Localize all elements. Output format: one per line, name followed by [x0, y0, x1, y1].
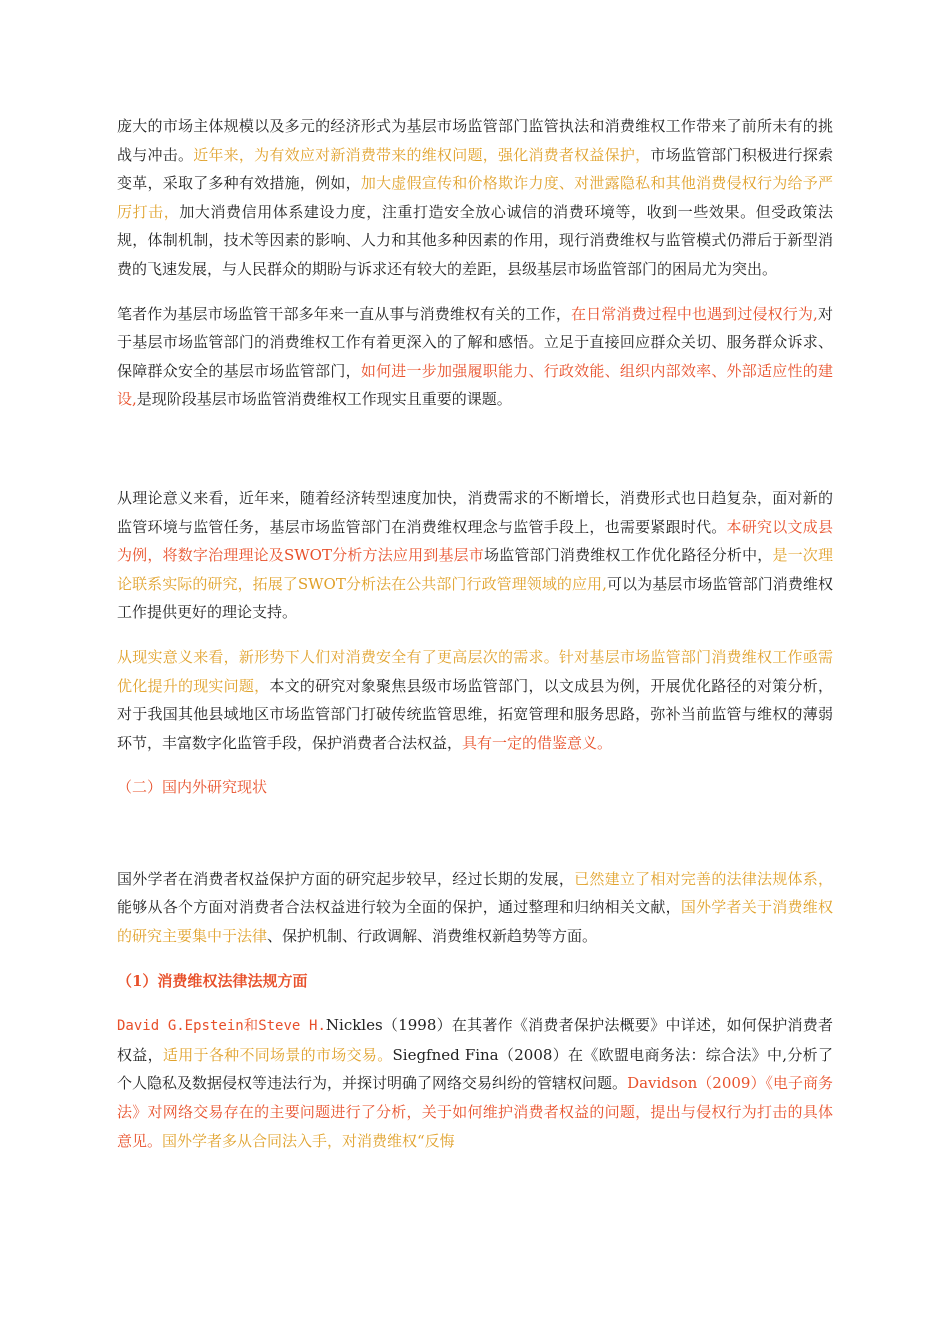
p6-highlight-b: Davidson（2009）《电子商务法》对网络交易存在的主要问题进行了分析，关于如何维护消费者权益的问题，提出与侵权行为打击的具体意见。	[117, 1074, 833, 1150]
p5-highlight-a: 已然建立了相对完善的法律法规体系，	[574, 869, 833, 888]
p6-highlight-c: 国外学者多从合同法入手，对消费维权“反悔	[162, 1131, 455, 1150]
section-heading-3: （1）消费维权法律法规方面	[117, 971, 308, 990]
p5-text-b: 能够从各个方面对消费者合法权益进行较为全面的保护，通过整理和归纳相关文献，	[117, 898, 681, 917]
paragraph-4	[117, 643, 833, 757]
p3-highlight-b: 是一次理论联系实际的研究，拓展了SWOT分析法在公共部门行政管理领域的应用,	[117, 546, 833, 593]
p2-highlight-b: 如何进一步加强履职能力、行政效能、组织内部效率、外部适应性的建设,	[117, 361, 833, 409]
p4-text-a: 本文的研究对象聚焦县级市场监管部门，以文成县为例，开展优化路径的对策分析，对于我国其他县域地区市场监管部门打破传统监管思维，拓宽管理和服务思路，弥补当前监管与维权的薄弱环节，丰富数字化监管手段，保护消费者合法权益，	[117, 676, 833, 752]
paragraph-2	[117, 300, 833, 414]
p1-text-a: 庞大的市场主体规模以及多元的经济形式为基层市场监管部门监管执法和消费维权工作带来了前所未有的挑战与冲击。	[117, 117, 833, 164]
p5-text-c: 、保护机制、行政调解、消费维权新趋势等方面。	[267, 927, 598, 946]
paragraph-6	[117, 1011, 833, 1155]
section-heading-2: （二）国内外研究现状	[117, 778, 268, 797]
paragraph-5	[117, 865, 833, 951]
p3-text-a: 从理论意义来看，近年来，随着经济转型速度加快，消费需求的不断增长，消费形式也日趋复杂，面对新的监管环境与监管任务，基层市场监管部门在消费维权理念与监管手段上，也需要紧跟时代。	[117, 488, 833, 536]
p1-highlight-a: 近年来，为有效应对新消费带来的维权问题，强化消费者权益保护，	[193, 145, 651, 164]
p1-text-c: 加大消费信用体系建设力度，注重打造安全放心诚信的消费环境等，收到一些效果。但受政策法规，体制机制，技术等因素的影响、人力和其他多种因素的作用，现行消费维权与监管模式仍滞后于新型消费的飞速发展，与人民群众的期盼与诉求还有较大的差距，县级基层市场监管部门的困局尤为突出。	[117, 202, 833, 278]
p3-text-c: 可以为基层市场监管部门消费维权工作提供更好的理论支持。	[117, 574, 833, 622]
p6-text-b: Siegfned Fina（2008）在《欧盟电商务法：综合法》中,分析了个人隐私及数据侵权等违法行为，并探讨明确了网络交易纠纷的管辖权问题。	[117, 1045, 833, 1093]
p5-text-a: 国外学者在消费者权益保护方面的研究起步较早，经过长期的发展，	[117, 869, 575, 888]
p1-highlight-b: 加大虚假宣传和价格欺诈力度、对泄露隐私和其他消费侵权行为给予严厉打击，	[117, 174, 833, 221]
p2-text-b: 对于基层市场监管部门的消费维权工作有着更深入的了解和感悟。立足于直接回应群众关切、服务群众诉求、保障群众安全的基层市场监管部门，	[117, 304, 833, 380]
p4-highlight-b: 具有一定的借鉴意义。	[462, 733, 613, 752]
p3-text-b: 场监管部门消费维权工作优化路径分析中，	[483, 546, 773, 565]
paragraph-1	[117, 112, 833, 284]
p2-highlight-a: 在日常消费过程中也遇到过侵权行为,	[570, 304, 818, 323]
p2-text-a: 笔者作为基层市场监管干部多年来一直从事与消费维权有关的工作，	[117, 304, 571, 323]
paragraph-3	[117, 484, 833, 627]
p2-text-c: 是现阶段基层市场监管消费维权工作现实且重要的课题。	[136, 390, 512, 409]
p6-text-a: Nickles（1998）在其著作《消费者保护法概要》中详述，如何保护消费者权益，	[117, 1016, 833, 1064]
document-page	[117, 112, 833, 1155]
p1-text-b: 市场监管部门积极进行探索变革，采取了多种有效措施，例如，	[117, 145, 833, 193]
p3-highlight-a: 本研究以文成县为例，将数字治理理论及SWOT分析方法应用到基层市	[117, 517, 833, 565]
p5-highlight-b: 国外学者关于消费维权的研究主要集中于法律	[117, 898, 833, 946]
p6-author-highlight: David G.Epstein和Steve H.	[117, 1018, 326, 1035]
p4-highlight-a: 从现实意义来看，新形势下人们对消费安全有了更高层次的需求。针对基层市场监管部门消费维权工作亟需优化提升的现实问题，	[117, 647, 833, 695]
p6-highlight-a: 适用于各种不同场景的市场交易。	[162, 1045, 393, 1064]
